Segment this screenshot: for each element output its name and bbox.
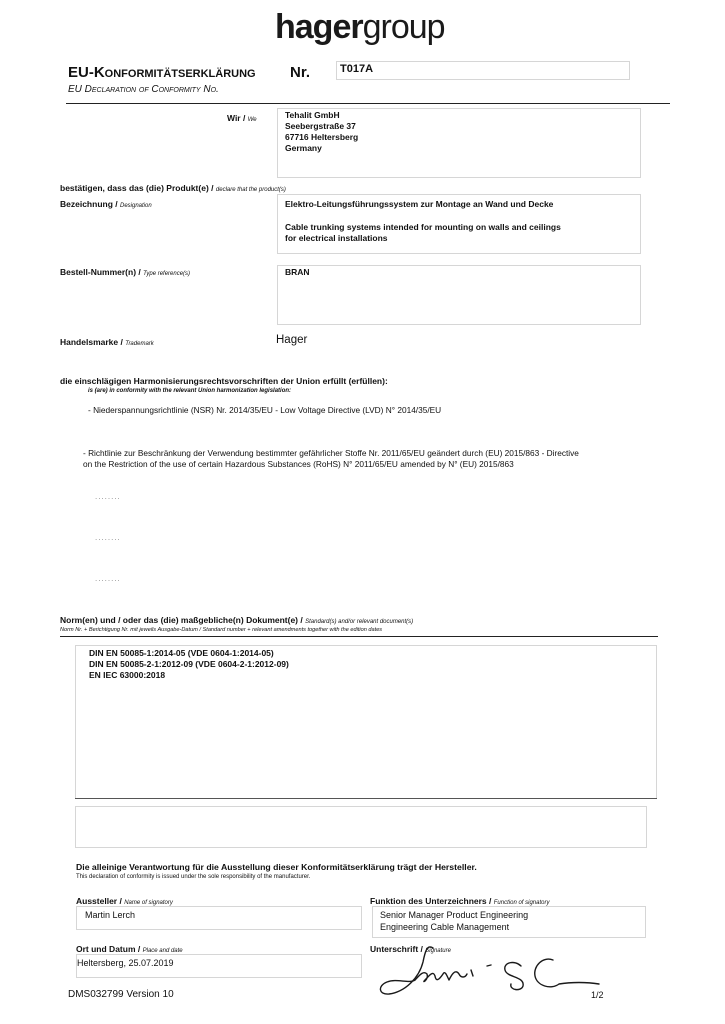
place-date-value: Heltersberg, 25.07.2019	[77, 958, 174, 968]
placeholder-dots: ........	[95, 492, 121, 501]
responsibility-statement-en: This declaration of conformity is issued under the sole responsibility of the manufacturer.	[76, 874, 311, 880]
designation-value-de: Elektro-Leitungsführungssystem zur Montage an Wand und Decke	[285, 199, 554, 209]
handwritten-signature	[375, 940, 605, 1002]
standards-subheading: Norm Nr. + Berichtigung Nr. mit jeweils Ausgabe-Datum / Standard number + relevant amendments together with the edition dates	[60, 627, 383, 633]
header-divider	[66, 103, 670, 104]
manufacturer-line: Tehalit GmbH	[285, 110, 340, 120]
place-date-label: Ort und Datum / Place and date	[76, 944, 183, 954]
responsibility-statement: Die alleinige Verantwortung für die Ausstellung dieser Konformitätserklärung trägt der Hersteller.	[76, 862, 477, 872]
trademark-value: Hager	[276, 334, 308, 346]
extra-box	[75, 806, 647, 848]
manufacturer-line: Seebergstraße 37	[285, 121, 356, 131]
function-value-line: Senior Manager Product Engineering	[380, 910, 529, 920]
placeholder-dots: ........	[95, 574, 121, 583]
title-nr-label: Nr.	[290, 64, 311, 81]
directive-rohs-line: on the Restriction of the use of certain Hazardous Substances (RoHS) N° 2011/65/EU amended by N° (EU) 2015/863	[83, 459, 514, 469]
harmonisation-heading-en: is (are) in conformity with the relevant Union harmonization legislation:	[88, 388, 292, 394]
directive-rohs-line: - Richtlinie zur Beschränkung der Verwendung bestimmter gefährlicher Stoffe Nr. 2011/65/EU geändert durch (EU) 2015/863 - Directive	[83, 448, 579, 458]
standard-item: EN IEC 63000:2018	[89, 670, 166, 680]
harmonisation-heading: die einschlägigen Harmonisierungsrechtsvorschriften der Union erfüllt (erfüllen):	[60, 376, 388, 386]
standards-bottom-divider	[75, 798, 657, 799]
manufacturer-address	[285, 110, 358, 154]
standards-heading: Norm(en) und / oder das (die) maßgebliche(n) Dokument(e) / Standard(s) and/or relevant document(s)	[60, 615, 414, 625]
standard-item: DIN EN 50085-1:2014-05 (VDE 0604-1:2014-05)	[89, 648, 274, 658]
issuer-name: Martin Lerch	[85, 910, 136, 920]
hager-group-logo: hagergroup	[275, 8, 445, 46]
document-id: DMS032799 Version 10	[68, 989, 174, 1000]
number-box	[336, 61, 630, 80]
placeholder-dots: ........	[95, 533, 121, 542]
confirm-statement: bestätigen, dass das (die) Produkt(e) / declare that the product(s)	[60, 183, 286, 193]
designation-label: Bezeichnung / Designation	[60, 199, 152, 209]
issuer-label: Aussteller / Name of signatory	[76, 896, 173, 906]
function-value-line: Engineering Cable Management	[380, 922, 510, 932]
function-value	[380, 909, 528, 933]
declaration-number: T017A	[340, 63, 374, 75]
signature-label: Unterschrift / Signature	[370, 944, 451, 954]
directive-lvd: - Niederspannungsrichtlinie (NSR) Nr. 2014/35/EU - Low Voltage Directive (LVD) N° 2014/35/EU	[88, 405, 442, 415]
manufacturer-line: 67716 Heltersberg	[285, 132, 359, 142]
page-number: 1/2	[591, 990, 604, 1000]
order-number-value: BRAN	[285, 267, 310, 277]
manufacturer-label: Wir / We	[227, 113, 257, 123]
document-title-en: EU Declaration of Conformity No.	[68, 84, 219, 95]
document-title: EU-Konformitätserklärung	[68, 64, 256, 81]
designation-value-en	[285, 222, 561, 244]
standard-item: DIN EN 50085-2-1:2012-09 (VDE 0604-2-1:2012-09)	[89, 659, 289, 669]
standards-divider	[60, 636, 658, 637]
order-number-label: Bestell-Nummer(n) / Type reference(s)	[60, 267, 191, 277]
designation-value-en-line: for electrical installations	[285, 233, 388, 243]
manufacturer-line: Germany	[285, 143, 322, 153]
standards-list	[89, 648, 289, 681]
order-number-box	[277, 265, 641, 325]
directive-rohs	[83, 448, 693, 470]
function-label: Funktion des Unterzeichners / Function of signatory	[370, 896, 550, 906]
trademark-label: Handelsmarke / Trademark	[60, 337, 154, 347]
designation-value-en-line: Cable trunking systems intended for mounting on walls and ceilings	[285, 222, 561, 232]
